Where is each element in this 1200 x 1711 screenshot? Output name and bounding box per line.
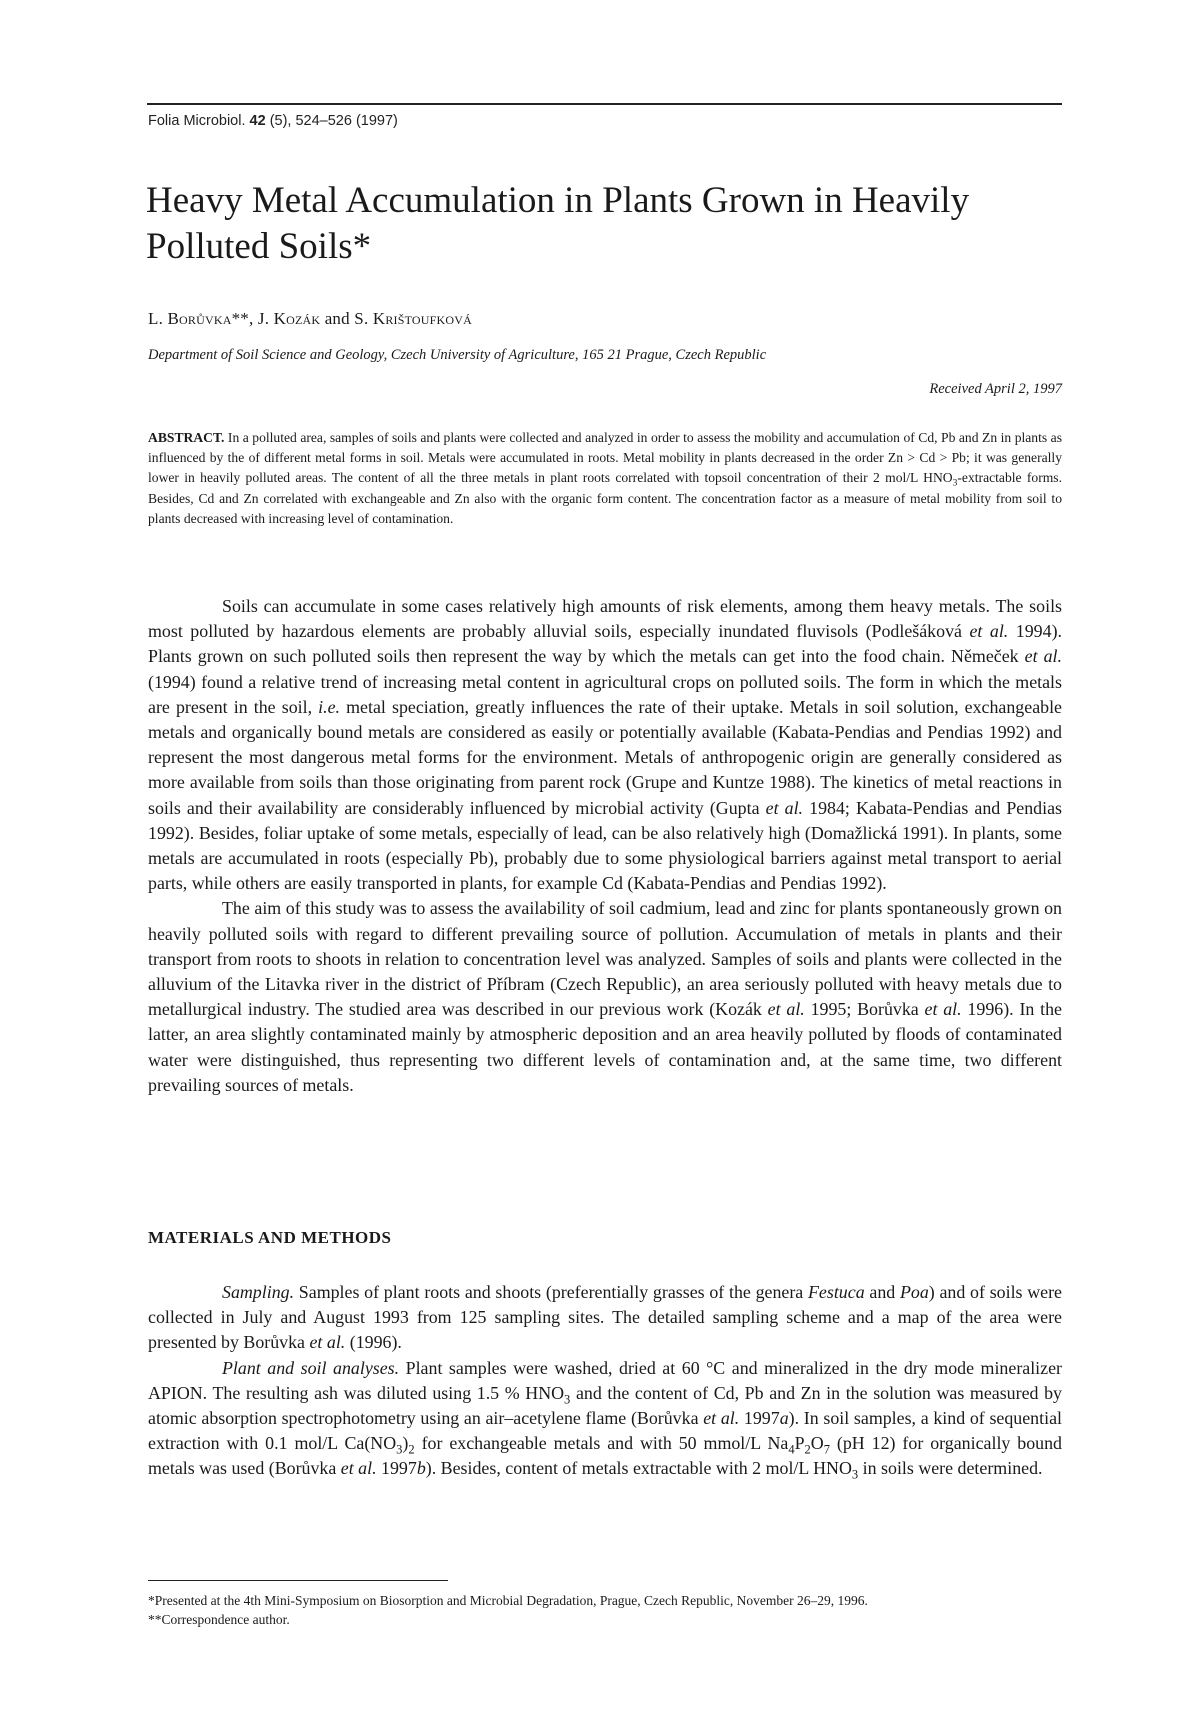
methods-paragraph-analyses: Plant and soil analyses. Plant samples were washed, dried at 60 °C and mineralized in the dry mode mineralizer APION. The resulting ash was diluted using 1.5 % $HNO_3$ and the content of Cd, Pb and Zn in the solution was measured by atomic absorption spectrophotometry using an air–acetylene flame (Borůvka et al. 1997a). In soil samples, a kind of sequential extraction with 0.1 mol/L $Ca(NO_3)_2$ for exchangeable metals and with 50 mmol/L $Na_4P_2O_7$ (pH 12) for organically bound metals was used (Borůvka et al. 1997b). Besides, content of metals extractable with 2 mol/L $HNO_3$ in soils were determined. <box>148 1357 1063 1482</box>
intro-paragraph-1: Soils can accumulate in some cases relatively high amounts of risk elements, among them heavy metals. The soils most polluted by hazardous elements are probably alluvial soils, especially inundated fluvisols (Podlešáková et al. 1994). Plants grown on such polluted soils then represent the way by which the metals can get into the food chain. Němeček et al. (1994) found a relative trend of increasing metal content in agricultural crops on polluted soils. The form in which the metals are present in the soil, i.e. metal speciation, greatly influences the rate of their uptake. Metals in soil solution, exchangeable metals and organically bound metals are considered as easily or potentially available (Kabata-Pendias and Pendias 1992) and represent the most dangerous metal forms for the environment. Metals of anthropogenic origin are generally considered as more available from soils than those originating from parent rock (Grupe and Kuntze 1988). The kinetics of metal reactions in soils and their availability are considerably influenced by microbial activity (Gupta et al. 1984; Kabata-Pendias and Pendias 1992). Besides, foliar uptake of some metals, especially of lead, can be also relatively high (Domažlická 1991). In plants, some metals are accumulated in roots (especially Pb), probably due to some physiological barriers against metal transport to aerial parts, while others are easily transported in plants, for example Cd (Kabata-Pendias and Pendias 1992). <box>148 596 1062 894</box>
footnote-presented: *Presented at the 4th Mini-Symposium on Biosorption and Microbial Degradation, Prague, Czech Republic, November 26–29, 1996. <box>148 1593 868 1608</box>
abstract: ABSTRACT. In a polluted area, samples of soils and plants were collected and analyzed in order to assess the mobility and accumulation of Cd, Pb and Zn in plants as influenced by the of different metal forms in soil. Metals were accumulated in roots. Metal mobility in plants decreased in the order Zn > Cd > Pb; it was generally lower in heavily polluted areas. The content of all the three metals in plant roots correlated with topsoil concentration of their 2 mol/L $HNO_3$-extractable forms. Besides, Cd and Zn correlated with exchangeable and Zn also with the organic form content. The concentration factor as a measure of metal mobility from soil to plants decreased with increasing level of contamination. <box>148 430 1062 526</box>
author-kozak: Kozák <box>273 309 321 328</box>
journal-volume: 42 <box>249 113 266 129</box>
footnotes <box>148 1591 1062 1629</box>
section-heading-methods: MATERIALS AND METHODS <box>148 1228 392 1247</box>
header-rule <box>147 103 1062 105</box>
footnote-rule <box>148 1580 448 1581</box>
introduction <box>148 594 1062 1098</box>
journal-reference: Folia Microbiol. 42 (5), 524–526 (1997) <box>148 113 398 129</box>
author-kristoufkova: Krištoufková <box>372 309 472 328</box>
abstract-label: ABSTRACT. <box>148 430 225 445</box>
methods-section <box>148 1280 1062 1482</box>
footnote-correspondence: **Correspondence author. <box>148 1612 290 1627</box>
paper-title: Heavy Metal Accumulation in Plants Grown in Heavily Polluted Soils* <box>146 180 970 267</box>
methods-paragraph-sampling: Sampling. Samples of plant roots and shoots (preferentially grasses of the genera Festuca and Poa) and of soils were collected in July and August 1993 from 125 sampling sites. The detailed sampling scheme and a map of the area were presented by Borůvka et al. (1996). <box>148 1282 1063 1353</box>
correspondence-mark: ** <box>231 309 249 328</box>
author-boruvka: Borůvka <box>167 309 232 328</box>
affiliation: Department of Soil Science and Geology, Czech University of Agriculture, 165 21 Prague, Czech Republic <box>148 347 767 363</box>
received-date: Received April 2, 1997 <box>929 381 1062 397</box>
intro-paragraph-2: The aim of this study was to assess the availability of soil cadmium, lead and zinc for plants spontaneously grown on heavily polluted soils with regard to different prevailing source of pollution. Accumulation of metals in plants and their transport from roots to shoots in relation to concentration level was analyzed. Samples of soils and plants were collected in the alluvium of the Litavka river in the district of Příbram (Czech Republic), an area seriously polluted with heavy metals due to metallurgical industry. The studied area was described in our previous work (Kozák et al. 1995; Borůvka et al. 1996). In the latter, an area slightly contaminated mainly by atmospheric deposition and an area heavily polluted by floods of contaminated water were distinguished, thus representing two different levels of contamination and, at the same time, two different prevailing sources of metals. <box>148 898 1062 1095</box>
author-list: L. Borůvka**, J. Kozák and S. Krištoufková <box>148 309 472 328</box>
